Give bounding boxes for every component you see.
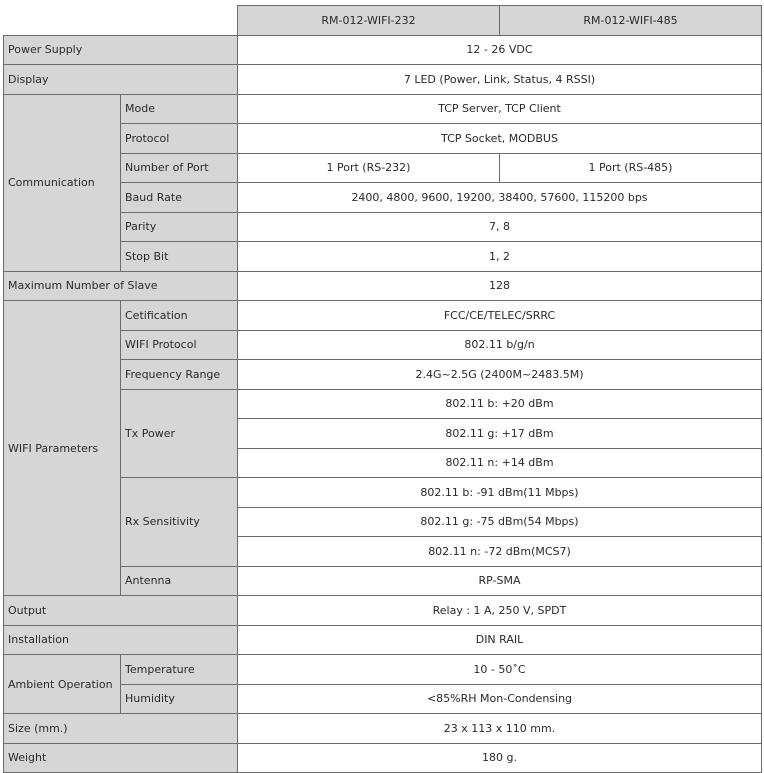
spec-table [3, 5, 762, 773]
port-count-label: Number of Port [121, 153, 238, 183]
header-row [4, 6, 762, 36]
baud-rate-label: Baud Rate [121, 183, 238, 213]
installation-label: Installation [4, 625, 238, 655]
table-row [4, 596, 762, 626]
rx-sensitivity-g-value: 802.11 g: -75 dBm(54 Mbps) [238, 507, 762, 537]
power-supply-label: Power Supply [4, 35, 238, 65]
table-row [4, 743, 762, 773]
rx-sensitivity-b-value: 802.11 b: -91 dBm(11 Mbps) [238, 478, 762, 508]
frequency-range-label: Frequency Range [121, 360, 238, 390]
corner-cell [4, 6, 238, 36]
stop-bit-value: 1, 2 [238, 242, 762, 272]
power-supply-value: 12 - 26 VDC [238, 35, 762, 65]
baud-rate-value: 2400, 4800, 9600, 19200, 38400, 57600, 115200 bps [238, 183, 762, 213]
size-label: Size (mm.) [4, 714, 238, 744]
table-row [4, 301, 762, 331]
table-row [4, 271, 762, 301]
rx-sensitivity-n-value: 802.11 n: -72 dBm(MCS7) [238, 537, 762, 567]
communication-label: Communication [4, 94, 121, 271]
wifi-parameters-label: WIFI Parameters [4, 301, 121, 596]
certification-label: Cetification [121, 301, 238, 331]
temperature-value: 10 - 50˚C [238, 655, 762, 685]
certification-value: FCC/CE/TELEC/SRRC [238, 301, 762, 331]
ambient-operation-label: Ambient Operation [4, 655, 121, 714]
table-row [4, 35, 762, 65]
protocol-label: Protocol [121, 124, 238, 154]
tx-power-b-value: 802.11 b: +20 dBm [238, 389, 762, 419]
size-value: 23 x 113 x 110 mm. [238, 714, 762, 744]
max-slave-value: 128 [238, 271, 762, 301]
weight-value: 180 g. [238, 743, 762, 773]
humidity-label: Humidity [121, 684, 238, 714]
table-row [4, 625, 762, 655]
installation-value: DIN RAIL [238, 625, 762, 655]
output-value: Relay : 1 A, 250 V, SPDT [238, 596, 762, 626]
humidity-value: <85%RH Mon-Condensing [238, 684, 762, 714]
antenna-label: Antenna [121, 566, 238, 596]
weight-label: Weight [4, 743, 238, 773]
display-label: Display [4, 65, 238, 95]
model-485-header: RM-012-WIFI-485 [500, 6, 762, 36]
max-slave-label: Maximum Number of Slave [4, 271, 238, 301]
tx-power-g-value: 802.11 g: +17 dBm [238, 419, 762, 449]
temperature-label: Temperature [121, 655, 238, 685]
tx-power-label: Tx Power [121, 389, 238, 478]
port-485-value: 1 Port (RS-485) [500, 153, 762, 183]
stop-bit-label: Stop Bit [121, 242, 238, 272]
mode-value: TCP Server, TCP Client [238, 94, 762, 124]
table-row [4, 65, 762, 95]
frequency-range-value: 2.4G~2.5G (2400M~2483.5M) [238, 360, 762, 390]
rx-sensitivity-label: Rx Sensitivity [121, 478, 238, 567]
table-row [4, 655, 762, 685]
mode-label: Mode [121, 94, 238, 124]
output-label: Output [4, 596, 238, 626]
display-value: 7 LED (Power, Link, Status, 4 RSSI) [238, 65, 762, 95]
table-row [4, 714, 762, 744]
port-232-value: 1 Port (RS-232) [238, 153, 500, 183]
protocol-value: TCP Socket, MODBUS [238, 124, 762, 154]
model-232-header: RM-012-WIFI-232 [238, 6, 500, 36]
wifi-protocol-label: WIFI Protocol [121, 330, 238, 360]
parity-label: Parity [121, 212, 238, 242]
tx-power-n-value: 802.11 n: +14 dBm [238, 448, 762, 478]
table-row [4, 94, 762, 124]
parity-value: 7, 8 [238, 212, 762, 242]
wifi-protocol-value: 802.11 b/g/n [238, 330, 762, 360]
antenna-value: RP-SMA [238, 566, 762, 596]
